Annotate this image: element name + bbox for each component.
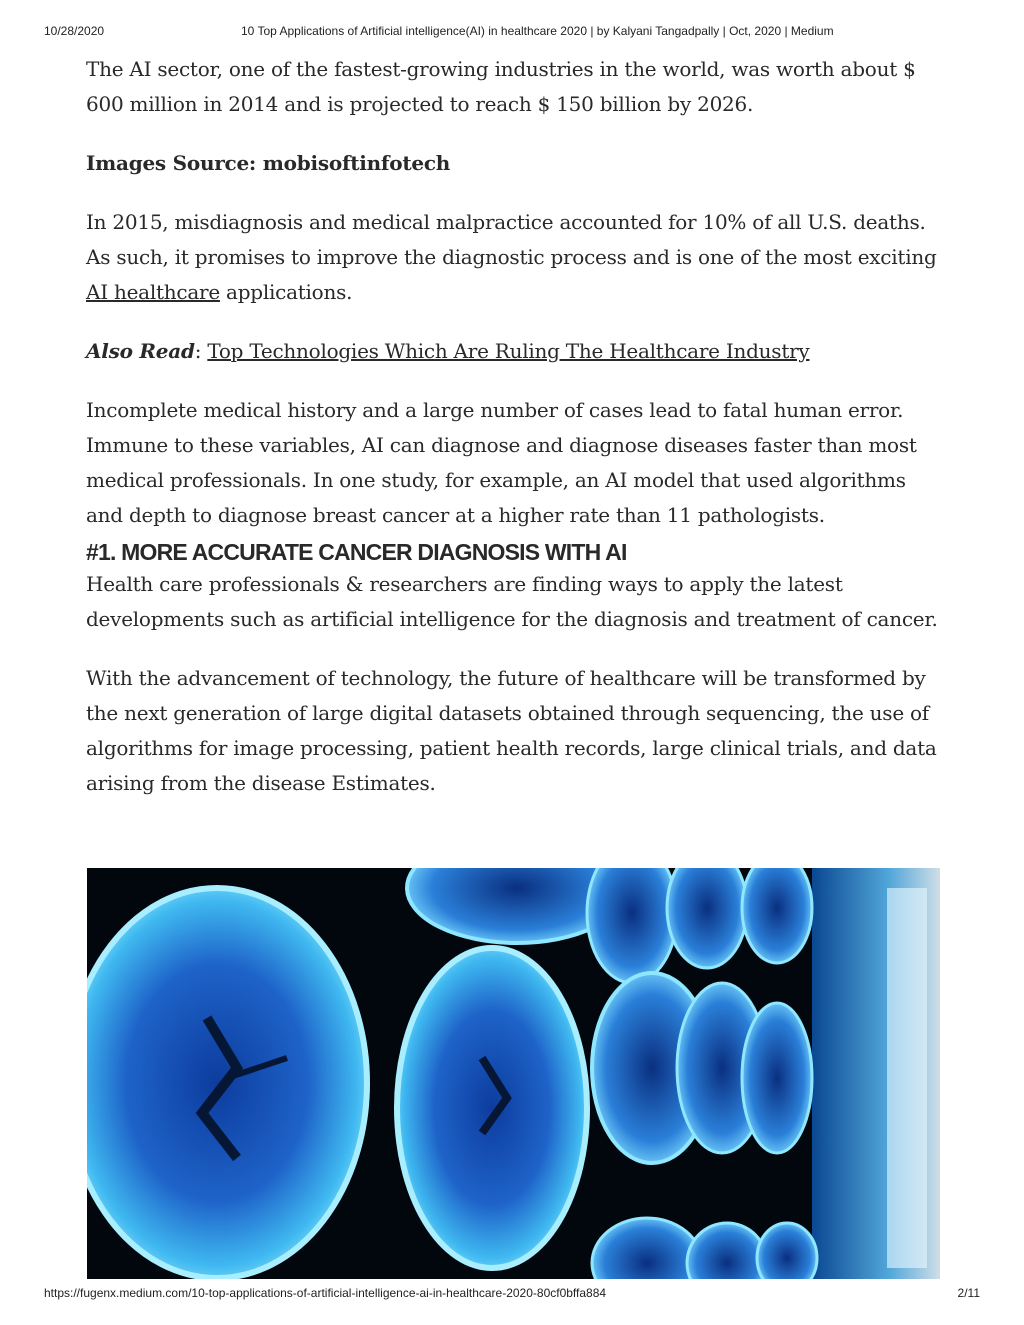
paragraph-medical-history: Incomplete medical history and a large number of cases lead to fatal human error. Immune to these variables, AI can diagnose and diagnose diseases faster than most medical professionals. In one study, for example, an AI model that used algorithms and depth to diagnose breast cancer at a higher rate than 11 pathologists.: [86, 398, 917, 527]
also-read: [86, 334, 946, 369]
paragraph-ai-sector: The AI sector, one of the fastest-growing industries in the world, was worth about $ 600 million in 2014 and is projected to reach $ 150 billion by 2026.: [86, 57, 916, 116]
also-read-separator: :: [194, 339, 208, 363]
brain-scan-illustration: [87, 868, 940, 1279]
brain-scan-image: [87, 868, 940, 1279]
print-header: [44, 24, 984, 40]
image-source-caption: [86, 146, 946, 181]
paragraph-misdiagnosis-text: In 2015, misdiagnosis and medical malpractice accounted for 10% of all U.S. deaths. As such, it promises to improve the diagnostic process and is one of the most exciting: [86, 210, 937, 269]
paragraph-misdiagnosis: [86, 205, 946, 310]
print-url: https://fugenx.medium.com/10-top-applications-of-artificial-intelligence-ai-in-healthcare-2020-80cf0bffa884: [44, 1286, 607, 1300]
also-read-label: Also Read: [86, 339, 195, 363]
paragraph-advancement: With the advancement of technology, the future of healthcare will be transformed by the next generation of large digital datasets obtained through sequencing, the use of algorithms for image processing, patient health records, large clinical trials, and data arising from the disease Estimates.: [86, 666, 937, 795]
print-footer: [44, 1286, 984, 1302]
print-date: 10/28/2020: [44, 24, 105, 38]
ai-healthcare-link[interactable]: AI healthcare: [86, 280, 220, 304]
paragraph-health-care-professionals: Health care professionals & researchers are finding ways to apply the latest developments such as artificial intelligence for the diagnosis and treatment of cancer.: [86, 572, 938, 631]
page-number: 2/11: [957, 1286, 980, 1300]
paragraph-misdiagnosis-tail: applications.: [219, 280, 353, 304]
also-read-link[interactable]: Top Technologies Which Are Ruling The Healthcare Industry: [207, 339, 810, 363]
article-body: [86, 52, 946, 825]
print-page-title: 10 Top Applications of Artificial intelligence(AI) in healthcare 2020 | by Kalyani Tangadpally | Oct, 2020 | Medium: [241, 24, 834, 38]
image-source-text: Images Source: mobisoftinfotech: [86, 151, 451, 175]
section-heading-cancer-diagnosis: #1. MORE ACCURATE CANCER DIAGNOSIS WITH AI: [86, 539, 627, 565]
